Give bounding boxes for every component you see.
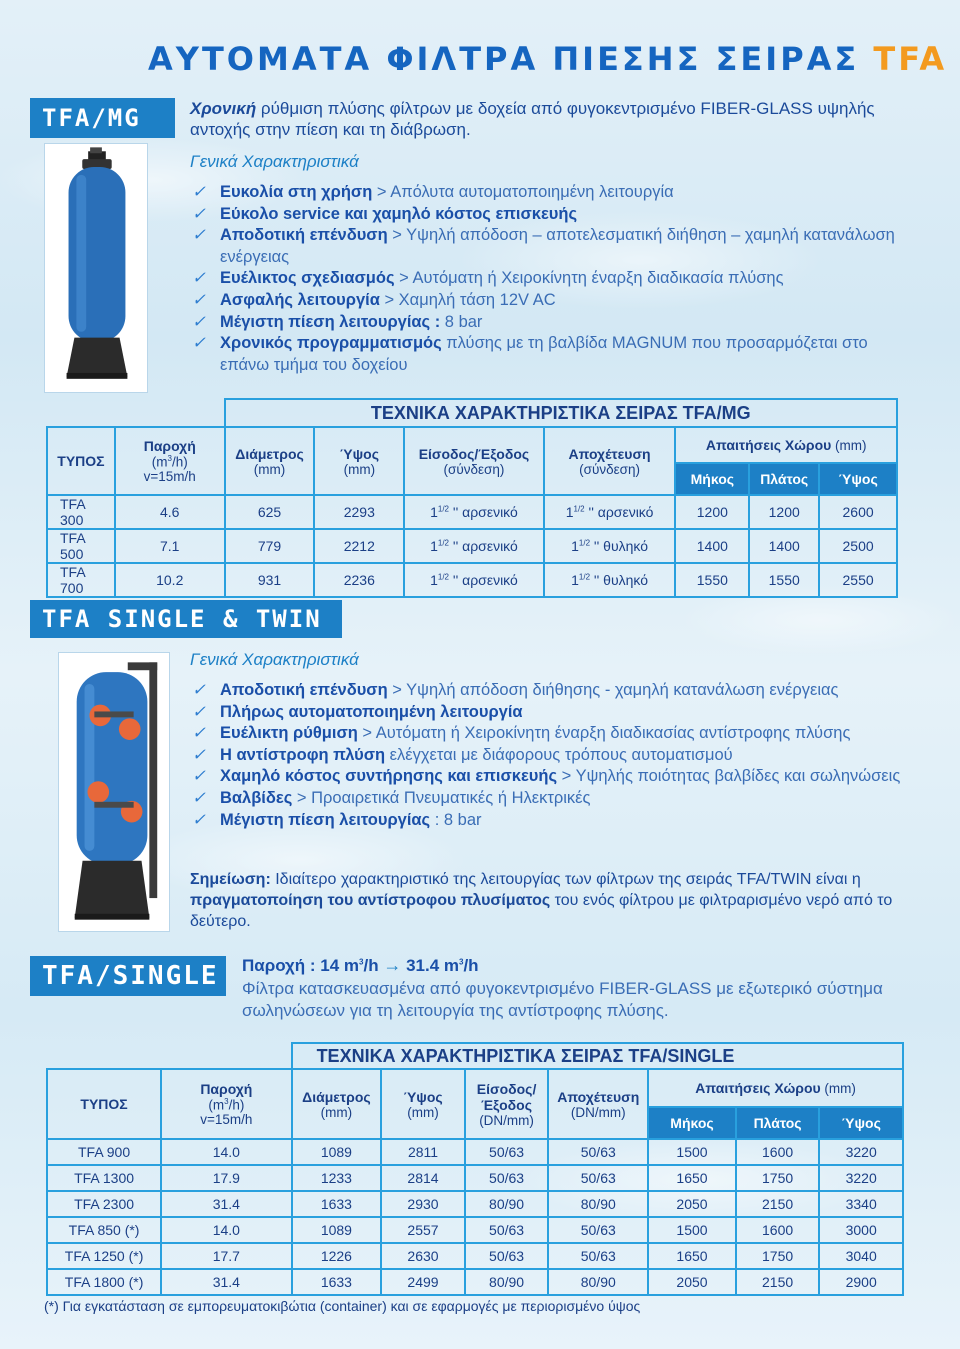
tfa-mg-features-heading: Γενικά Χαρακτηριστικά [190,152,359,171]
page-title-accent: TFA [873,40,948,78]
page-title [148,40,947,78]
col-header-width: Πλάτος [749,463,819,495]
tfa-mg-section-tag: TFA/MG [30,98,175,138]
list-item: ✓ Χαμηλό κόστος συντήρησης και επισκευής > Υψηλής ποιότητας βαλβίδες και σωληνώσεις [192,766,922,788]
tfa-single-twin-features-list [192,680,922,831]
list-item: ✓ Χρονικός προγραμματισμός πλύσης με τη βαλβίδα MAGNUM που προσαρμόζεται στο επάνω τμήμα του δοχείου [192,333,912,376]
tfa-single-flow: Παροχή : 14 $m^3/h \to 31.4$ $m^3/h$ [242,955,479,975]
list-item: ✓ Βαλβίδες > Προαιρετικά Πνευματικές ή Ηλεκτρικές [192,788,922,810]
tfa-mg-table-caption: ΤΕΧΝΙΚΑ ΧΑΡΑΚΤΗΡΙΣΤΙΚΑ ΣΕΙΡΑΣ TFA/MG [225,399,897,427]
list-item: ✓ Ασφαλής λειτουργία > Χαμηλή τάση 12V AC [192,290,912,312]
col-header-height: Ύψος (mm) [381,1069,465,1139]
list-item: ✓ Ευέλικτη ρύθμιση > Αυτόματη ή Χειροκίνητη έναρξη διαδικασίας αντίστροφης πλύσης [192,723,922,745]
tfa-single-description: Φίλτρα κατασκευασμένα από φυγοκεντρισμένο FIBER-GLASS με εξωτερικό σύστημα σωληνώσεων για τη λειτουργία της αντίστροφης πλύσης. [242,979,883,1020]
arrow-right-icon: → [383,955,402,975]
note-label: Σημείωση: [190,871,271,888]
tfa-single-twin-section-tag: TFA SINGLE & TWIN [30,600,342,638]
table-row: TFA 850 (*) 14.0 1089 2557 50/63 50/63 1500 1600 3000 [47,1217,903,1243]
table-row: TFA 1300 17.9 1233 2814 50/63 50/63 1650 1750 3220 [47,1165,903,1191]
list-item: ✓ Αποδοτική επένδυση > Υψηλή απόδοση διήθησης - χαμηλή κατανάλωση ενέργειας [192,680,922,702]
tfa-mg-filter-photo [44,143,148,393]
col-header-length: Μήκος [648,1107,736,1139]
col-header-diameter: Διάμετρος (mm) [225,427,315,495]
col-header-type: ΤΥΠΟΣ [47,1069,161,1139]
table-row: TFA 1250 (*) 17.7 1226 2630 50/63 50/63 1650 1750 3040 [47,1243,903,1269]
col-header-inlet-outlet: Είσοδος/ Έξοδος (DN/mm) [465,1069,549,1139]
col-header-flow: Παροχή $(m^3/h)$ v=15m/h [161,1069,291,1139]
list-item: ✓ Μέγιστη πίεση λειτουργίας : 8 bar [192,810,922,832]
table-row: TFA 500 7.1 779 2212 $1^{1/2}$ '' αρσενικό $1^{1/2}$ '' θυληκό 1400 1400 2500 [47,529,897,563]
tfa-mg-filter-image [45,143,147,393]
col-header-drain: Αποχέτευση (DN/mm) [548,1069,648,1139]
footnote: (*) Για εγκατάσταση σε εμπορευματοκιβώτια (container) και σε εφαρμογές με περιορισμένο ύψος [44,1298,641,1314]
tfa-mg-spec-table [46,398,898,598]
tfa-single-twin-features-heading: Γενικά Χαρακτηριστικά [190,650,359,669]
tfa-single-twin-filter-photo [58,652,170,932]
col-header-space: Απαιτήσεις Χώρου (mm) [648,1069,903,1107]
list-item: ✓ Εύκολο service και χαμηλό κόστος επισκευής [192,204,912,226]
page-title-main: ΑΥΤΟΜΑΤΑ ΦΙΛΤΡΑ ΠΙΕΣΗΣ ΣΕΙΡΑΣ [148,40,860,78]
tfa-mg-intro-text: ρύθμιση πλύσης φίλτρων με δοχεία από φυγοκεντρισμένο FIBER-GLASS υψηλής αντοχής στην πίεση και τη διάβρωση. [190,99,875,139]
table-row: TFA 300 4.6 625 2293 $1^{1/2}$ '' αρσενικό $1^{1/2}$ '' αρσενικό 1200 1200 2600 [47,495,897,529]
tfa-mg-intro [190,98,920,140]
list-item: ✓ Μέγιστη πίεση λειτουργίας : 8 bar [192,312,912,334]
list-item: ✓ Αποδοτική επένδυση > Υψηλή απόδοση – αποτελεσματική διήθηση – χαμηλή κατανάλωση ενέργειας [192,225,912,268]
table-row: TFA 1800 (*) 31.4 1633 2499 80/90 80/90 2050 2150 2900 [47,1269,903,1295]
tfa-mg-intro-bold: Χρονική [190,99,257,118]
col-header-inlet-outlet: Είσοδος/Έξοδος (σύνδεση) [404,427,544,495]
col-header-drain: Αποχέτευση (σύνδεση) [544,427,676,495]
list-item: ✓ Η αντίστροφη πλύση ελέγχεται με διάφορους τρόπους αυτοματισμού [192,745,922,767]
list-item: ✓ Πλήρως αυτοματοποιημένη λειτουργία [192,702,922,724]
tfa-single-spec-table [46,1042,904,1296]
col-header-length: Μήκος [675,463,749,495]
table-row: TFA 2300 31.4 1633 2930 80/90 80/90 2050 2150 3340 [47,1191,903,1217]
tfa-single-section-tag: TFA/SINGLE [30,956,226,996]
table-row: TFA 900 14.0 1089 2811 50/63 50/63 1500 1600 3220 [47,1139,903,1165]
col-header-space-height: Ύψος [819,463,897,495]
table-row: TFA 700 10.2 931 2236 $1^{1/2}$ '' αρσενικό $1^{1/2}$ '' θυληκό 1550 1550 2550 [47,563,897,597]
col-header-width: Πλάτος [736,1107,820,1139]
col-header-height: Ύψος (mm) [314,427,404,495]
list-item: ✓ Ευκολία στη χρήση > Απόλυτα αυτοματοποιημένη λειτουργία [192,182,912,204]
col-header-space-height: Ύψος [819,1107,903,1139]
col-header-diameter: Διάμετρος (mm) [292,1069,382,1139]
tfa-twin-note: Σημείωση: Ιδιαίτερο χαρακτηριστικό της λειτουργίας των φίλτρων της σειράς TFA/TWIN είναι η πραγματοποίηση του αντίστροφου πλυσίματος του ενός φίλτρου με φιλτραρισμένο νερό από το δεύτερο. [190,871,893,930]
col-header-space: Απαιτήσεις Χώρου (mm) [675,427,897,463]
col-header-flow: Παροχή $(m^3/h)$ v=15m/h [115,427,225,495]
list-item: ✓ Ευέλικτος σχεδιασμός > Αυτόματη ή Χειροκίνητη έναρξη διαδικασία πλύσης [192,268,912,290]
tfa-single-table-caption: ΤΕΧΝΙΚΑ ΧΑΡΑΚΤΗΡΙΣΤΙΚΑ ΣΕΙΡΑΣ TFA/SINGLE [292,1043,903,1069]
col-header-type: ΤΥΠΟΣ [47,427,115,495]
tfa-mg-features-list [192,182,912,376]
tfa-single-twin-filter-image [59,652,169,932]
